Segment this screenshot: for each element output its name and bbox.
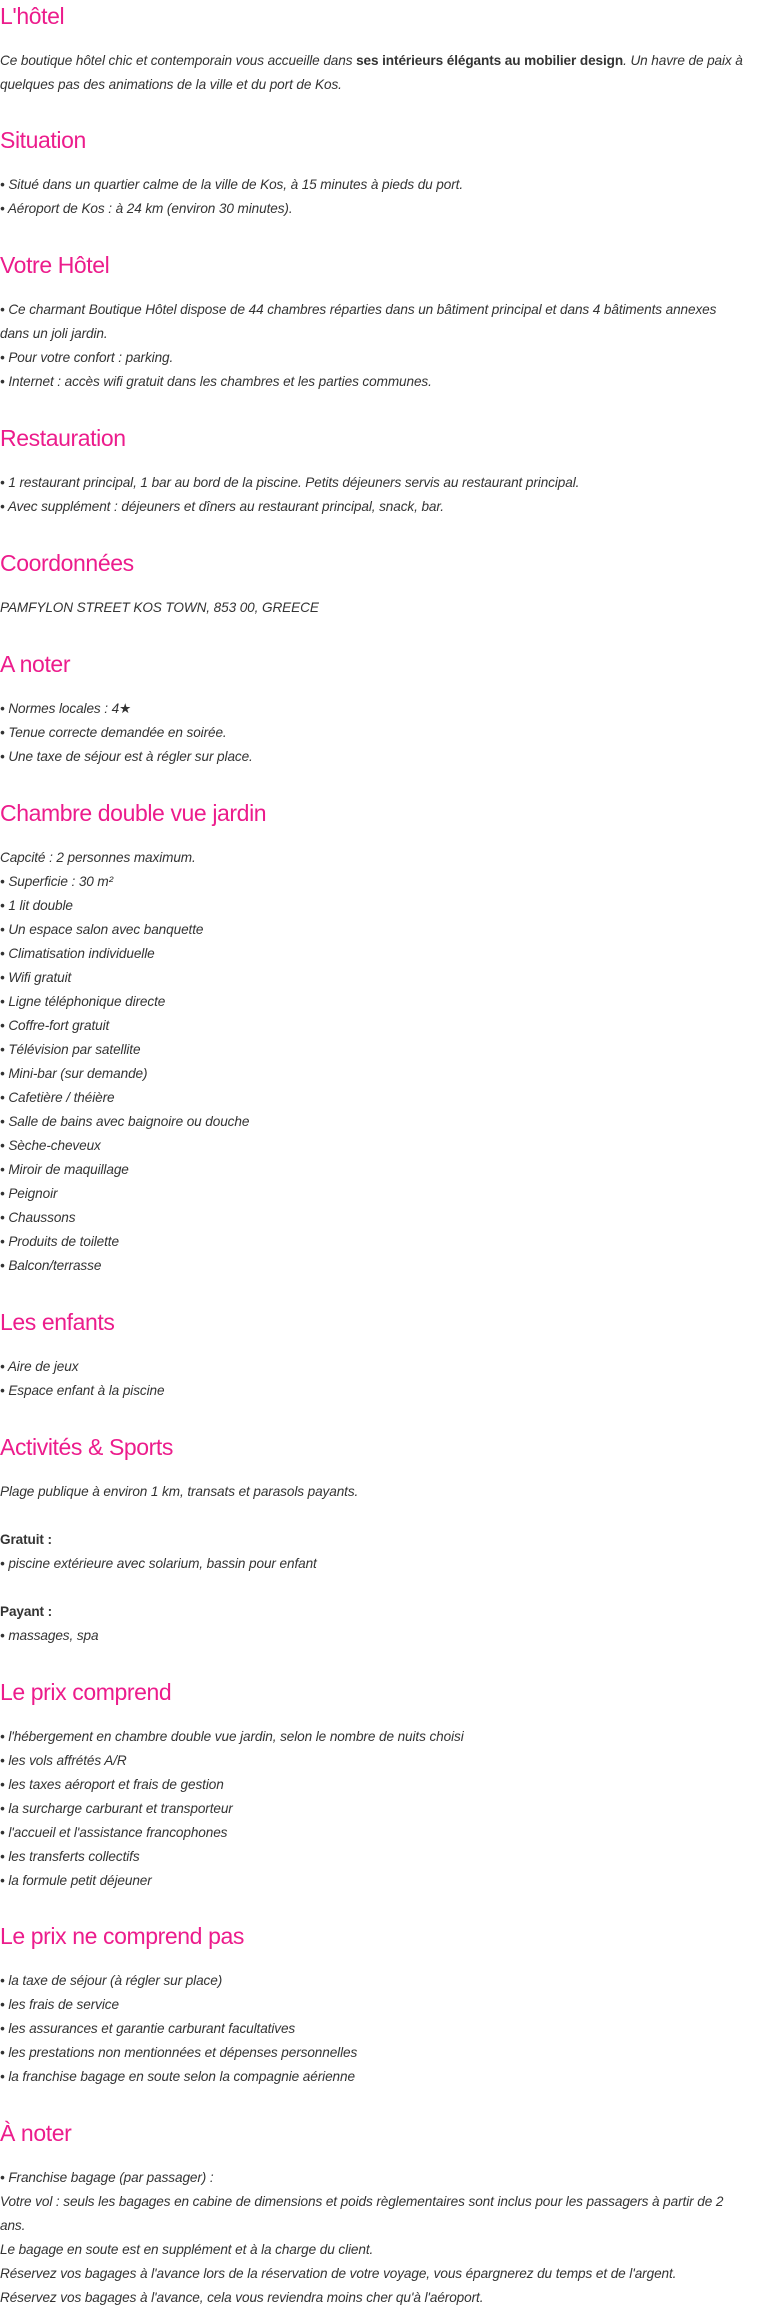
paragraph-line: Votre vol : seuls les bagages en cabine de dimensions et poids règlementaires sont inclus pour les passagers à partir de 2 ans.: [0, 2194, 724, 2233]
section-title-hotel: L'hôtel: [0, 3, 65, 29]
section-activites: [0, 1433, 746, 1648]
list-item: • Espace enfant à la piscine: [0, 1383, 165, 1398]
section-title-chambre: Chambre double vue jardin: [0, 800, 267, 826]
hotel-intro-text-end: . Un havre de paix à quelques pas des animations de la ville et du port de Kos.: [0, 53, 743, 92]
list-item: • 1 restaurant principal, 1 bar au bord de la piscine. Petits déjeuners servis au restaurant principal.: [0, 475, 580, 490]
restauration-list: [0, 471, 746, 519]
list-item: • l'hébergement en chambre double vue jardin, selon le nombre de nuits choisi: [0, 1729, 464, 1744]
section-chambre: [0, 799, 746, 1278]
section-hotel: [0, 2, 746, 97]
list-item: • Salle de bains avec baignoire ou douche: [0, 1114, 250, 1129]
list-item: • l'accueil et l'assistance francophones: [0, 1825, 228, 1840]
list-item: • Télévision par satellite: [0, 1042, 141, 1057]
list-item: • Avec supplément : déjeuners et dîners au restaurant principal, snack, bar.: [0, 499, 444, 514]
section-title-situation: Situation: [0, 127, 86, 153]
list-item: • la taxe de séjour (à régler sur place): [0, 1973, 223, 1988]
list-item: • Balcon/terrasse: [0, 1258, 102, 1273]
votre-hotel-list: [0, 298, 746, 394]
paragraph-line: Réservez vos bagages à l'avance lors de la réservation de votre voyage, vous épargnerez du temps et de l'argent.: [0, 2266, 677, 2281]
list-item: • les frais de service: [0, 1997, 119, 2012]
hotel-intro-text: Ce boutique hôtel chic et contemporain vous accueille dans: [0, 53, 357, 68]
capacity-text: Capcité : 2 personnes maximum.: [0, 850, 196, 865]
list-item: • Tenue correcte demandée en soirée.: [0, 725, 227, 740]
prix-ne-comprend-pas-list: [0, 1969, 746, 2089]
list-item: • massages, spa: [0, 1628, 99, 1643]
list-item: • les taxes aéroport et frais de gestion: [0, 1777, 224, 1792]
paragraph-line: Le bagage en soute est en supplément et à la charge du client.: [0, 2242, 374, 2257]
spacer: [0, 1504, 746, 1528]
section-title-prix-comprend: Le prix comprend: [0, 1679, 172, 1705]
chambre-list: [0, 846, 746, 1278]
list-item: • Aéroport de Kos : à 24 km (environ 30 minutes).: [0, 201, 293, 216]
section-title-activites: Activités & Sports: [0, 1434, 174, 1460]
activites-block: [0, 1480, 746, 1648]
section-title-restauration: Restauration: [0, 425, 126, 451]
list-item: • Coffre-fort gratuit: [0, 1018, 110, 1033]
section-prix-comprend: [0, 1678, 746, 1893]
list-item: • Cafetière / théière: [0, 1090, 115, 1105]
list-item: • Franchise bagage (par passager) :: [0, 2170, 214, 2185]
list-item: • Sèche-cheveux: [0, 1138, 101, 1153]
beach-text: Plage publique à environ 1 km, transats et parasols payants.: [0, 1484, 359, 1499]
list-item: • piscine extérieure avec solarium, bassin pour enfant: [0, 1556, 317, 1571]
section-title-coordonnees: Coordonnées: [0, 550, 134, 576]
list-item: • Internet : accès wifi gratuit dans les chambres et les parties communes.: [0, 374, 432, 389]
hotel-intro-bold: ses intérieurs élégants au mobilier design: [356, 53, 624, 68]
list-item: • Climatisation individuelle: [0, 946, 155, 961]
list-item: • les prestations non mentionnées et dépenses personnelles: [0, 2045, 358, 2060]
list-item: • Aire de jeux: [0, 1359, 79, 1374]
section-title-votre-hotel: Votre Hôtel: [0, 252, 110, 278]
list-item: • les transferts collectifs: [0, 1849, 140, 1864]
coordonnees-block: [0, 596, 746, 620]
list-item: • les vols affrétés A/R: [0, 1753, 127, 1768]
paragraph-line: Réservez vos bagages à l'avance, cela vous reviendra moins cher qu'à l'aéroport.: [0, 2290, 484, 2305]
list-item: • la franchise bagage en soute selon la compagnie aérienne: [0, 2069, 355, 2084]
section-coordonnees: [0, 549, 746, 620]
section-title-a-noter-2: À noter: [0, 2120, 72, 2146]
section-a-noter-2: [0, 2119, 746, 2310]
section-title-enfants: Les enfants: [0, 1309, 115, 1335]
section-title-a-noter: A noter: [0, 651, 71, 677]
list-item: • Chaussons: [0, 1210, 76, 1225]
list-item: • la surcharge carburant et transporteur: [0, 1801, 233, 1816]
list-item: • Mini-bar (sur demande): [0, 1066, 148, 1081]
list-item: • 1 lit double: [0, 898, 73, 913]
list-item: • Ligne téléphonique directe: [0, 994, 166, 1009]
a-noter-2-block: [0, 2166, 746, 2310]
list-item: • Ce charmant Boutique Hôtel dispose de 44 chambres réparties dans un bâtiment principal et dans 4 bâtiments annexes dans un joli jardin.: [0, 302, 717, 341]
enfants-list: [0, 1355, 746, 1403]
list-item: • Peignoir: [0, 1186, 58, 1201]
section-title-prix-ne-comprend-pas: Le prix ne comprend pas: [0, 1923, 244, 1949]
section-a-noter: [0, 650, 746, 769]
situation-list: [0, 173, 746, 221]
list-item: • Wifi gratuit: [0, 970, 72, 985]
section-votre-hotel: [0, 251, 746, 394]
a-noter-list: [0, 697, 746, 769]
section-prix-ne-comprend-pas: [0, 1922, 746, 2089]
free-label: Gratuit :: [0, 1532, 52, 1547]
paid-label: Payant :: [0, 1604, 53, 1619]
list-item: • Situé dans un quartier calme de la ville de Kos, à 15 minutes à pieds du port.: [0, 177, 463, 192]
list-item: • Pour votre confort : parking.: [0, 350, 174, 365]
list-item: • Un espace salon avec banquette: [0, 922, 204, 937]
prix-comprend-list: [0, 1725, 746, 1893]
hotel-intro: [0, 49, 746, 97]
list-item: • la formule petit déjeuner: [0, 1873, 152, 1888]
section-situation: [0, 126, 746, 221]
section-restauration: [0, 424, 746, 519]
spacer: [0, 1576, 746, 1600]
list-item: • les assurances et garantie carburant facultatives: [0, 2021, 296, 2036]
section-enfants: [0, 1308, 746, 1403]
list-item: • Produits de toilette: [0, 1234, 119, 1249]
list-item: • Normes locales : 4★: [0, 701, 132, 716]
list-item: • Superficie : 30 m²: [0, 874, 114, 889]
list-item: • Une taxe de séjour est à régler sur place.: [0, 749, 253, 764]
list-item: • Miroir de maquillage: [0, 1162, 129, 1177]
address-text: PAMFYLON STREET KOS TOWN, 853 00, GREECE: [0, 600, 319, 615]
